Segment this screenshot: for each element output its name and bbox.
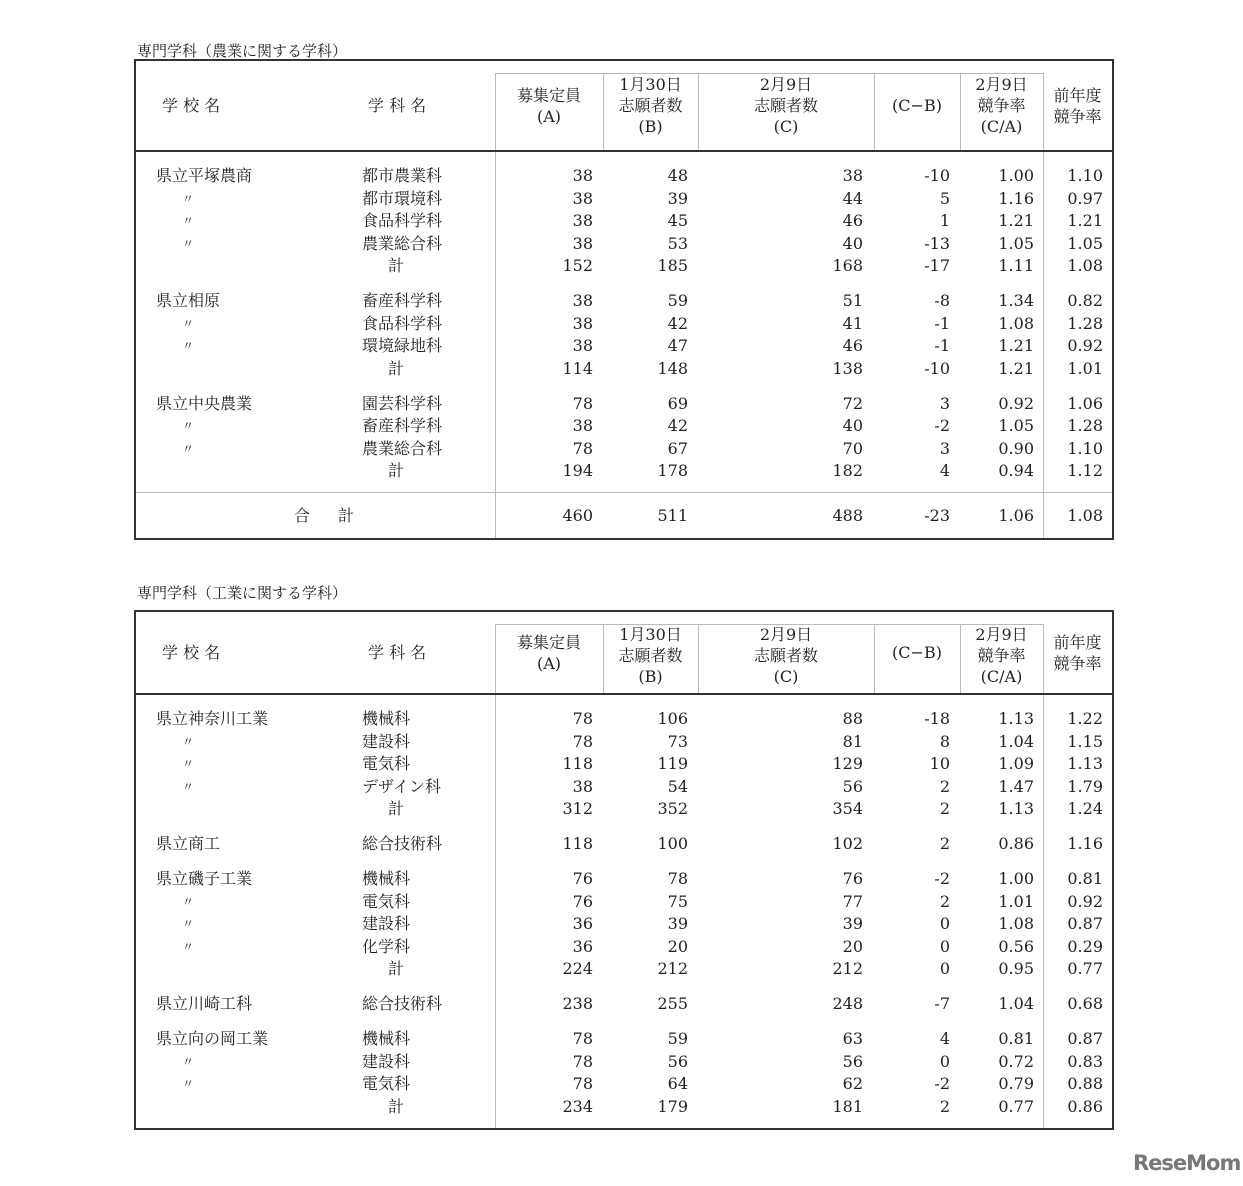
jan30-applicants: 75 bbox=[667, 891, 688, 911]
feb9-applicants: 248 bbox=[832, 994, 863, 1013]
dept-name: 都市農業科 bbox=[362, 166, 443, 185]
group-gap bbox=[136, 278, 1112, 291]
jan30-applicants: 20 bbox=[667, 936, 688, 956]
prev-year-ratio: 1.06 bbox=[1067, 393, 1103, 413]
prev-year-ratio: 1.22 bbox=[1067, 709, 1103, 728]
feb9-ratio: 1.21 bbox=[998, 358, 1034, 378]
prev-year-ratio: 1.10 bbox=[1067, 438, 1103, 458]
prev-year-ratio: 1.05 bbox=[1067, 233, 1103, 253]
difference: 2 bbox=[939, 776, 950, 796]
capacity: 234 bbox=[562, 1096, 593, 1116]
jan30-applicants: 78 bbox=[667, 869, 688, 888]
feb9-ratio: 0.86 bbox=[998, 834, 1034, 853]
table-row bbox=[136, 1051, 1112, 1074]
feb9-applicants: 46 bbox=[842, 211, 863, 230]
grand-total-value: 488 bbox=[832, 505, 863, 525]
school-name: 〃 bbox=[182, 894, 195, 909]
table-row bbox=[136, 776, 1112, 799]
difference: 0 bbox=[939, 959, 950, 978]
school-name: 〃 bbox=[182, 1054, 195, 1069]
feb9-ratio: 0.79 bbox=[998, 1074, 1034, 1093]
jan30-applicants: 67 bbox=[667, 438, 688, 458]
feb9-applicants: 181 bbox=[832, 1096, 863, 1116]
feb9-applicants-header: 2月9日 志願者数 (C) bbox=[753, 75, 818, 136]
jan30-applicants: 59 bbox=[667, 291, 688, 310]
prev-year-ratio: 0.29 bbox=[1067, 936, 1103, 956]
capacity: 38 bbox=[572, 291, 593, 310]
table-row bbox=[136, 708, 1112, 731]
difference-header: (C−B) bbox=[892, 643, 942, 662]
jan30-applicants: 42 bbox=[667, 313, 688, 333]
jan30-applicants: 64 bbox=[667, 1074, 688, 1093]
capacity: 114 bbox=[562, 358, 593, 378]
capacity: 238 bbox=[562, 994, 593, 1013]
school-name: 〃 bbox=[182, 214, 195, 228]
feb9-applicants: 72 bbox=[842, 393, 863, 413]
prev-year-ratio: 0.68 bbox=[1067, 994, 1103, 1013]
feb9-applicants: 38 bbox=[842, 166, 863, 185]
feb9-applicants: 51 bbox=[842, 291, 863, 310]
difference: 2 bbox=[939, 1096, 950, 1116]
feb9-ratio-header: 2月9日 競争率 (C/A) bbox=[975, 75, 1028, 136]
jan30-applicants: 352 bbox=[657, 799, 688, 818]
jan30-applicants: 42 bbox=[667, 416, 688, 435]
difference: -2 bbox=[934, 416, 950, 435]
school-name: 県立川崎工科 bbox=[156, 994, 253, 1013]
capacity: 78 bbox=[572, 1051, 593, 1071]
dept-name: 計 bbox=[388, 358, 405, 378]
feb9-applicants: 182 bbox=[832, 461, 863, 480]
capacity: 76 bbox=[572, 869, 593, 888]
feb9-applicants: 88 bbox=[842, 709, 863, 728]
school-name: 県立平塚農商 bbox=[156, 166, 253, 185]
difference: -18 bbox=[924, 709, 950, 728]
dept-name: 都市環境科 bbox=[362, 188, 443, 208]
feb9-applicants: 40 bbox=[842, 416, 863, 435]
table-row bbox=[136, 210, 1112, 233]
feb9-ratio: 1.08 bbox=[998, 914, 1034, 933]
feb9-applicants: 41 bbox=[842, 313, 863, 333]
jan30-applicants: 73 bbox=[667, 731, 688, 751]
feb9-ratio: 1.13 bbox=[998, 799, 1034, 818]
difference: 0 bbox=[939, 914, 950, 933]
prev-year-ratio: 1.21 bbox=[1067, 211, 1103, 230]
jan30-applicants: 69 bbox=[667, 393, 688, 413]
difference: 10 bbox=[929, 754, 950, 773]
table-row bbox=[136, 936, 1112, 959]
dept-name: 計 bbox=[388, 1096, 405, 1116]
subtotal-row bbox=[136, 255, 1112, 278]
capacity: 78 bbox=[572, 438, 593, 458]
table-row bbox=[136, 313, 1112, 336]
table-row bbox=[136, 913, 1112, 936]
prev-year-ratio: 1.13 bbox=[1067, 754, 1103, 773]
school-name: 〃 bbox=[182, 339, 195, 353]
school-name: 県立中央農業 bbox=[156, 393, 253, 413]
dept-name: 農業総合科 bbox=[362, 438, 443, 458]
table-row bbox=[136, 833, 1112, 856]
capacity: 38 bbox=[572, 776, 593, 796]
grand-total-label: 合計 bbox=[294, 505, 383, 525]
prev-year-ratio: 0.77 bbox=[1067, 959, 1103, 978]
table-row bbox=[136, 188, 1112, 211]
feb9-ratio: 1.05 bbox=[998, 416, 1034, 435]
capacity: 38 bbox=[572, 233, 593, 253]
feb9-applicants: 129 bbox=[832, 754, 863, 773]
capacity-header: 募集定員 (A) bbox=[516, 632, 581, 673]
dept-name: 総合技術科 bbox=[362, 994, 443, 1013]
table-row bbox=[136, 731, 1112, 754]
difference: -13 bbox=[924, 233, 950, 253]
prev-year-ratio: 1.16 bbox=[1067, 834, 1103, 853]
school-name: 〃 bbox=[182, 316, 195, 331]
table-row bbox=[136, 993, 1112, 1016]
table-row bbox=[136, 165, 1112, 188]
feb9-ratio-header: 2月9日 競争率 (C/A) bbox=[975, 625, 1028, 686]
feb9-ratio: 1.05 bbox=[998, 233, 1034, 253]
capacity: 38 bbox=[572, 188, 593, 208]
group-gap bbox=[136, 981, 1112, 994]
jan30-applicants: 39 bbox=[667, 188, 688, 208]
subtotal-row bbox=[136, 798, 1112, 821]
feb9-ratio: 0.77 bbox=[998, 1096, 1034, 1116]
difference: 8 bbox=[939, 731, 950, 751]
capacity: 224 bbox=[562, 959, 593, 978]
feb9-applicants: 56 bbox=[842, 1051, 863, 1071]
feb9-applicants: 76 bbox=[842, 869, 863, 888]
dept-name: 環境緑地科 bbox=[362, 336, 443, 355]
prev-year-ratio: 1.10 bbox=[1067, 166, 1103, 185]
dept-name: 建設科 bbox=[362, 1051, 411, 1071]
bottom-gap bbox=[136, 1118, 1112, 1128]
difference: 5 bbox=[939, 188, 950, 208]
prev-year-ratio: 0.97 bbox=[1067, 188, 1103, 208]
difference: 4 bbox=[939, 461, 950, 480]
school-name: 県立磯子工業 bbox=[156, 869, 253, 888]
difference: 2 bbox=[939, 834, 950, 853]
prev-year-ratio: 0.92 bbox=[1067, 336, 1103, 355]
feb9-applicants: 70 bbox=[842, 438, 863, 458]
capacity: 194 bbox=[562, 461, 593, 480]
feb9-applicants: 102 bbox=[832, 834, 863, 853]
difference: -7 bbox=[934, 994, 950, 1013]
difference: -17 bbox=[924, 256, 950, 275]
difference: 0 bbox=[939, 1051, 950, 1071]
dept-name: 計 bbox=[388, 959, 405, 978]
table-1-title: 専門学科（農業に関する学科） bbox=[137, 42, 348, 60]
feb9-ratio: 1.01 bbox=[998, 891, 1034, 911]
dept-name: 建設科 bbox=[362, 914, 411, 933]
feb9-ratio: 1.13 bbox=[998, 709, 1034, 728]
difference: -2 bbox=[934, 1074, 950, 1093]
capacity: 78 bbox=[572, 1074, 593, 1093]
capacity: 38 bbox=[572, 336, 593, 355]
dept-name: 電気科 bbox=[362, 754, 411, 773]
school-name: 〃 bbox=[182, 441, 195, 456]
feb9-applicants-header: 2月9日 志願者数 (C) bbox=[753, 625, 818, 686]
jan30-applicants: 119 bbox=[657, 754, 688, 773]
difference: 2 bbox=[939, 799, 950, 818]
difference: 0 bbox=[939, 936, 950, 956]
jan30-applicants: 148 bbox=[657, 358, 688, 378]
prev-year-ratio: 0.81 bbox=[1067, 869, 1103, 888]
table-row bbox=[136, 290, 1112, 313]
difference: -8 bbox=[934, 291, 950, 310]
school-name: 〃 bbox=[182, 419, 195, 433]
prev-year-ratio: 1.15 bbox=[1067, 731, 1103, 751]
feb9-ratio: 1.04 bbox=[998, 731, 1034, 751]
table-row bbox=[136, 335, 1112, 358]
dept-name: 農業総合科 bbox=[362, 233, 443, 253]
feb9-ratio: 0.56 bbox=[998, 936, 1034, 956]
table-body bbox=[136, 695, 1112, 1128]
feb9-applicants: 39 bbox=[842, 914, 863, 933]
group-gap bbox=[136, 380, 1112, 393]
table-row bbox=[136, 415, 1112, 438]
capacity: 78 bbox=[572, 393, 593, 413]
school-name: 〃 bbox=[182, 939, 195, 954]
capacity: 118 bbox=[562, 754, 593, 773]
table-row bbox=[136, 753, 1112, 776]
prev-year-ratio: 0.83 bbox=[1067, 1051, 1103, 1071]
school-name: 県立向の岡工業 bbox=[156, 1029, 269, 1048]
school-name: 〃 bbox=[182, 734, 195, 749]
jan30-applicants: 106 bbox=[657, 709, 688, 728]
dept-name: 化学科 bbox=[362, 936, 411, 956]
school-name: 県立神奈川工業 bbox=[156, 709, 269, 728]
capacity: 312 bbox=[562, 799, 593, 818]
feb9-ratio: 1.00 bbox=[998, 869, 1034, 888]
jan30-applicants: 45 bbox=[667, 211, 688, 230]
dept-name: 食品科学科 bbox=[362, 211, 443, 230]
table-row bbox=[136, 393, 1112, 416]
prev-year-ratio: 0.92 bbox=[1067, 891, 1103, 911]
feb9-ratio: 1.11 bbox=[998, 256, 1034, 275]
school-name: 〃 bbox=[182, 779, 195, 794]
subtotal-row bbox=[136, 958, 1112, 981]
prev-year-ratio: 0.87 bbox=[1067, 1029, 1103, 1048]
difference: -10 bbox=[924, 358, 950, 378]
prev-year-ratio: 1.24 bbox=[1067, 799, 1103, 818]
jan30-applicants: 56 bbox=[667, 1051, 688, 1071]
feb9-applicants: 40 bbox=[842, 233, 863, 253]
prev-year-ratio: 1.28 bbox=[1067, 313, 1103, 333]
capacity: 36 bbox=[572, 936, 593, 956]
difference: 3 bbox=[939, 438, 950, 458]
grand-total-value: 511 bbox=[657, 505, 688, 525]
grand-total-value: -23 bbox=[924, 505, 950, 525]
dept-name: 電気科 bbox=[362, 891, 411, 911]
difference-header: (C−B) bbox=[892, 96, 942, 115]
feb9-ratio: 0.94 bbox=[998, 461, 1034, 480]
agriculture-table bbox=[134, 59, 1114, 540]
capacity: 38 bbox=[572, 211, 593, 230]
subtotal-row bbox=[136, 1096, 1112, 1119]
difference: -1 bbox=[934, 336, 950, 355]
table-body bbox=[136, 152, 1112, 538]
jan30-applicants: 48 bbox=[667, 166, 688, 185]
grand-total-row bbox=[136, 492, 1112, 538]
capacity: 118 bbox=[562, 834, 593, 853]
jan30-applicants: 54 bbox=[667, 776, 688, 796]
dept-name: 計 bbox=[388, 461, 405, 480]
jan30-applicants-header: 1月30日 志願者数 (B) bbox=[618, 75, 683, 136]
prev-year-ratio: 0.82 bbox=[1067, 291, 1103, 310]
jan30-applicants: 255 bbox=[657, 994, 688, 1013]
feb9-applicants: 20 bbox=[842, 936, 863, 956]
school-name: 〃 bbox=[182, 917, 195, 931]
grand-total-value: 1.06 bbox=[998, 505, 1034, 525]
dept-name: 機械科 bbox=[362, 709, 411, 728]
difference: -1 bbox=[934, 313, 950, 333]
capacity: 78 bbox=[572, 1029, 593, 1048]
jan30-applicants: 39 bbox=[667, 914, 688, 933]
feb9-ratio: 1.21 bbox=[998, 211, 1034, 230]
school-name: 〃 bbox=[182, 757, 195, 771]
industry-table bbox=[134, 610, 1114, 1130]
resemom-logo: ReseMom bbox=[1133, 1151, 1241, 1175]
jan30-applicants: 185 bbox=[657, 256, 688, 275]
table-2-title: 専門学科（工業に関する学科） bbox=[137, 584, 348, 602]
jan30-applicants: 179 bbox=[657, 1096, 688, 1116]
difference: -10 bbox=[924, 166, 950, 185]
jan30-applicants: 53 bbox=[667, 233, 688, 253]
jan30-applicants: 178 bbox=[657, 461, 688, 480]
group-gap bbox=[136, 821, 1112, 834]
capacity-header: 募集定員 (A) bbox=[516, 85, 581, 126]
feb9-applicants: 77 bbox=[842, 891, 863, 911]
capacity: 38 bbox=[572, 416, 593, 435]
capacity: 36 bbox=[572, 914, 593, 933]
school-name: 県立相原 bbox=[156, 291, 221, 310]
difference: -2 bbox=[934, 869, 950, 888]
group-gap bbox=[136, 856, 1112, 869]
feb9-ratio: 1.04 bbox=[998, 994, 1034, 1013]
prev-year-ratio: 1.79 bbox=[1067, 776, 1103, 796]
feb9-ratio: 1.16 bbox=[998, 188, 1034, 208]
feb9-applicants: 212 bbox=[832, 959, 863, 978]
prev-year-ratio: 0.88 bbox=[1067, 1074, 1103, 1093]
feb9-ratio: 1.08 bbox=[998, 313, 1034, 333]
dept-name: 機械科 bbox=[362, 1029, 411, 1048]
difference: 3 bbox=[939, 393, 950, 413]
dept-name: 園芸科学科 bbox=[362, 393, 443, 413]
dept-header: 学 科 名 bbox=[368, 643, 427, 662]
table-header bbox=[136, 61, 1112, 152]
dept-name: 計 bbox=[388, 799, 405, 818]
capacity: 38 bbox=[572, 313, 593, 333]
table-row bbox=[136, 868, 1112, 891]
capacity: 78 bbox=[572, 731, 593, 751]
feb9-applicants: 46 bbox=[842, 336, 863, 355]
prev-year-ratio: 0.86 bbox=[1067, 1096, 1103, 1116]
capacity: 78 bbox=[572, 709, 593, 728]
school-header: 学 校 名 bbox=[162, 96, 221, 115]
dept-name: 機械科 bbox=[362, 869, 411, 888]
dept-name: デザイン科 bbox=[362, 776, 441, 796]
school-name: 〃 bbox=[182, 1077, 195, 1091]
feb9-applicants: 354 bbox=[832, 799, 863, 818]
feb9-applicants: 168 bbox=[832, 256, 863, 275]
prev-year-ratio: 1.01 bbox=[1067, 358, 1103, 378]
table-row bbox=[136, 1073, 1112, 1096]
feb9-ratio: 1.34 bbox=[998, 291, 1034, 310]
feb9-ratio: 0.90 bbox=[998, 438, 1034, 458]
subtotal-row bbox=[136, 460, 1112, 483]
dept-name: 畜産科学科 bbox=[362, 416, 443, 435]
feb9-applicants: 63 bbox=[842, 1029, 863, 1048]
feb9-ratio: 0.95 bbox=[998, 959, 1034, 978]
feb9-applicants: 138 bbox=[832, 358, 863, 378]
feb9-ratio: 1.21 bbox=[998, 336, 1034, 355]
prev-year-ratio-header: 前年度 競争率 bbox=[1053, 632, 1102, 673]
prev-year-ratio-header: 前年度 競争率 bbox=[1053, 85, 1102, 126]
table-row bbox=[136, 891, 1112, 914]
feb9-ratio: 0.72 bbox=[998, 1051, 1034, 1071]
table-header bbox=[136, 612, 1112, 695]
school-name: 〃 bbox=[182, 191, 195, 206]
jan30-applicants-header: 1月30日 志願者数 (B) bbox=[618, 625, 683, 686]
feb9-applicants: 44 bbox=[842, 188, 863, 208]
school-name: 〃 bbox=[182, 236, 195, 251]
jan30-applicants: 47 bbox=[667, 336, 688, 355]
group-gap bbox=[136, 1016, 1112, 1029]
prev-year-ratio: 1.12 bbox=[1067, 461, 1103, 480]
feb9-applicants: 81 bbox=[842, 731, 863, 751]
group-gap bbox=[136, 483, 1112, 492]
grand-total-value: 460 bbox=[562, 505, 593, 525]
grand-total-value: 1.08 bbox=[1067, 505, 1103, 525]
jan30-applicants: 100 bbox=[657, 834, 688, 853]
school-name: 県立商工 bbox=[156, 834, 221, 853]
feb9-ratio: 1.09 bbox=[998, 754, 1034, 773]
feb9-applicants: 62 bbox=[842, 1074, 863, 1093]
dept-name: 食品科学科 bbox=[362, 313, 443, 333]
school-header: 学 校 名 bbox=[162, 643, 221, 662]
table-row bbox=[136, 1028, 1112, 1051]
difference: 4 bbox=[939, 1029, 950, 1048]
dept-name: 計 bbox=[388, 256, 405, 275]
jan30-applicants: 212 bbox=[657, 959, 688, 978]
prev-year-ratio: 0.87 bbox=[1067, 914, 1103, 933]
difference: 1 bbox=[939, 211, 950, 230]
feb9-applicants: 56 bbox=[842, 776, 863, 796]
prev-year-ratio: 1.28 bbox=[1067, 416, 1103, 435]
capacity: 38 bbox=[572, 166, 593, 185]
dept-header: 学 科 名 bbox=[368, 96, 427, 115]
table-row bbox=[136, 233, 1112, 256]
capacity: 76 bbox=[572, 891, 593, 911]
dept-name: 畜産科学科 bbox=[362, 291, 443, 310]
table-row bbox=[136, 438, 1112, 461]
feb9-ratio: 0.81 bbox=[998, 1029, 1034, 1048]
capacity: 152 bbox=[562, 256, 593, 275]
difference: 2 bbox=[939, 891, 950, 911]
dept-name: 電気科 bbox=[362, 1074, 411, 1093]
feb9-ratio: 1.00 bbox=[998, 166, 1034, 185]
prev-year-ratio: 1.08 bbox=[1067, 256, 1103, 275]
feb9-ratio: 1.47 bbox=[998, 776, 1034, 796]
subtotal-row bbox=[136, 358, 1112, 381]
dept-name: 総合技術科 bbox=[362, 834, 443, 853]
dept-name: 建設科 bbox=[362, 731, 411, 751]
feb9-ratio: 0.92 bbox=[998, 393, 1034, 413]
jan30-applicants: 59 bbox=[667, 1029, 688, 1048]
